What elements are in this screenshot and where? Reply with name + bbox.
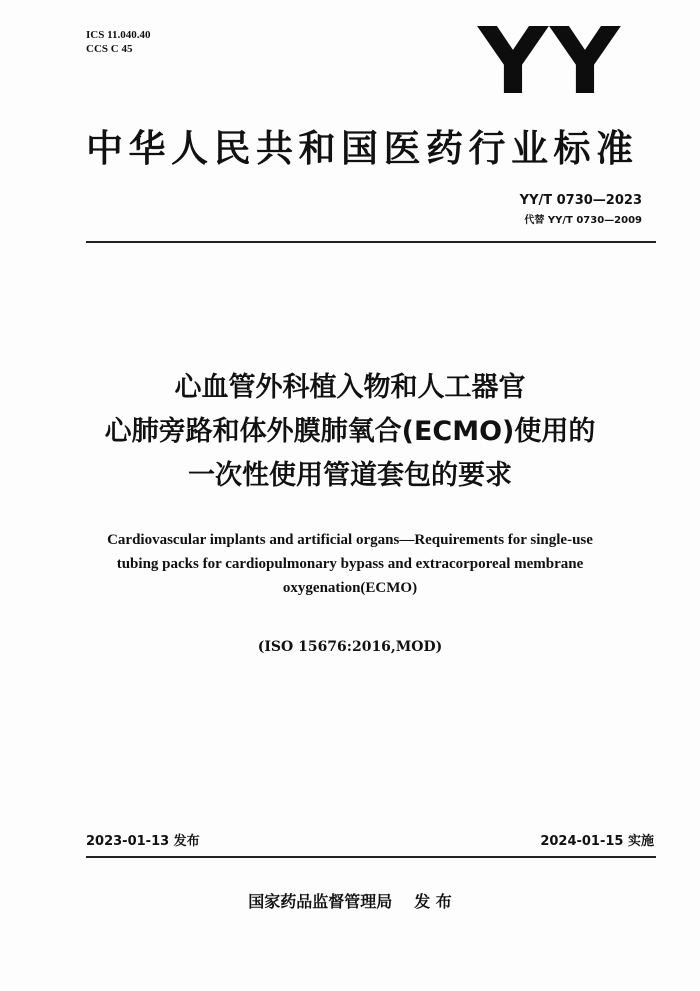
english-title [40,528,660,600]
replaces-standard: 代替 YY/T 0730—2009 [524,215,642,226]
ccs-code: CCS C 45 [86,43,133,55]
issue-date: 2023-01-13 发布 [86,834,200,849]
english-title-line: tubing packs for cardiopulmonary bypass and extracorporeal membrane [116,556,584,572]
chinese-title-line: 心肺旁路和体外膜肺氧合(ECMO)使用的 [104,416,596,447]
ics-code: ICS 11.040.40 [86,29,151,41]
english-title-line: oxygenation(ECMO) [282,580,418,596]
agency-title: 中华人民共和国医药行业标准 [86,127,639,170]
chinese-title-line: 一次性使用管道套包的要求 [188,460,512,491]
iso-reference: (ISO 15676:2016,MOD) [257,639,443,655]
footer-divider [86,856,656,858]
classification-codes [86,28,151,56]
publisher-name: 国家药品监督管理局 [248,892,393,911]
chinese-title [40,366,660,498]
publisher-line [40,890,660,914]
header-divider [86,241,656,243]
english-title-line: Cardiovascular implants and artificial organs—Requirements for single-use [107,532,593,548]
yy-logo: YY [478,8,623,115]
implementation-date: 2024-01-15 实施 [540,834,654,849]
chinese-title-line: 心血管外科植入物和人工器官 [174,372,526,403]
publisher-action: 发 布 [414,892,452,911]
standard-number: YY/T 0730—2023 [519,193,642,208]
